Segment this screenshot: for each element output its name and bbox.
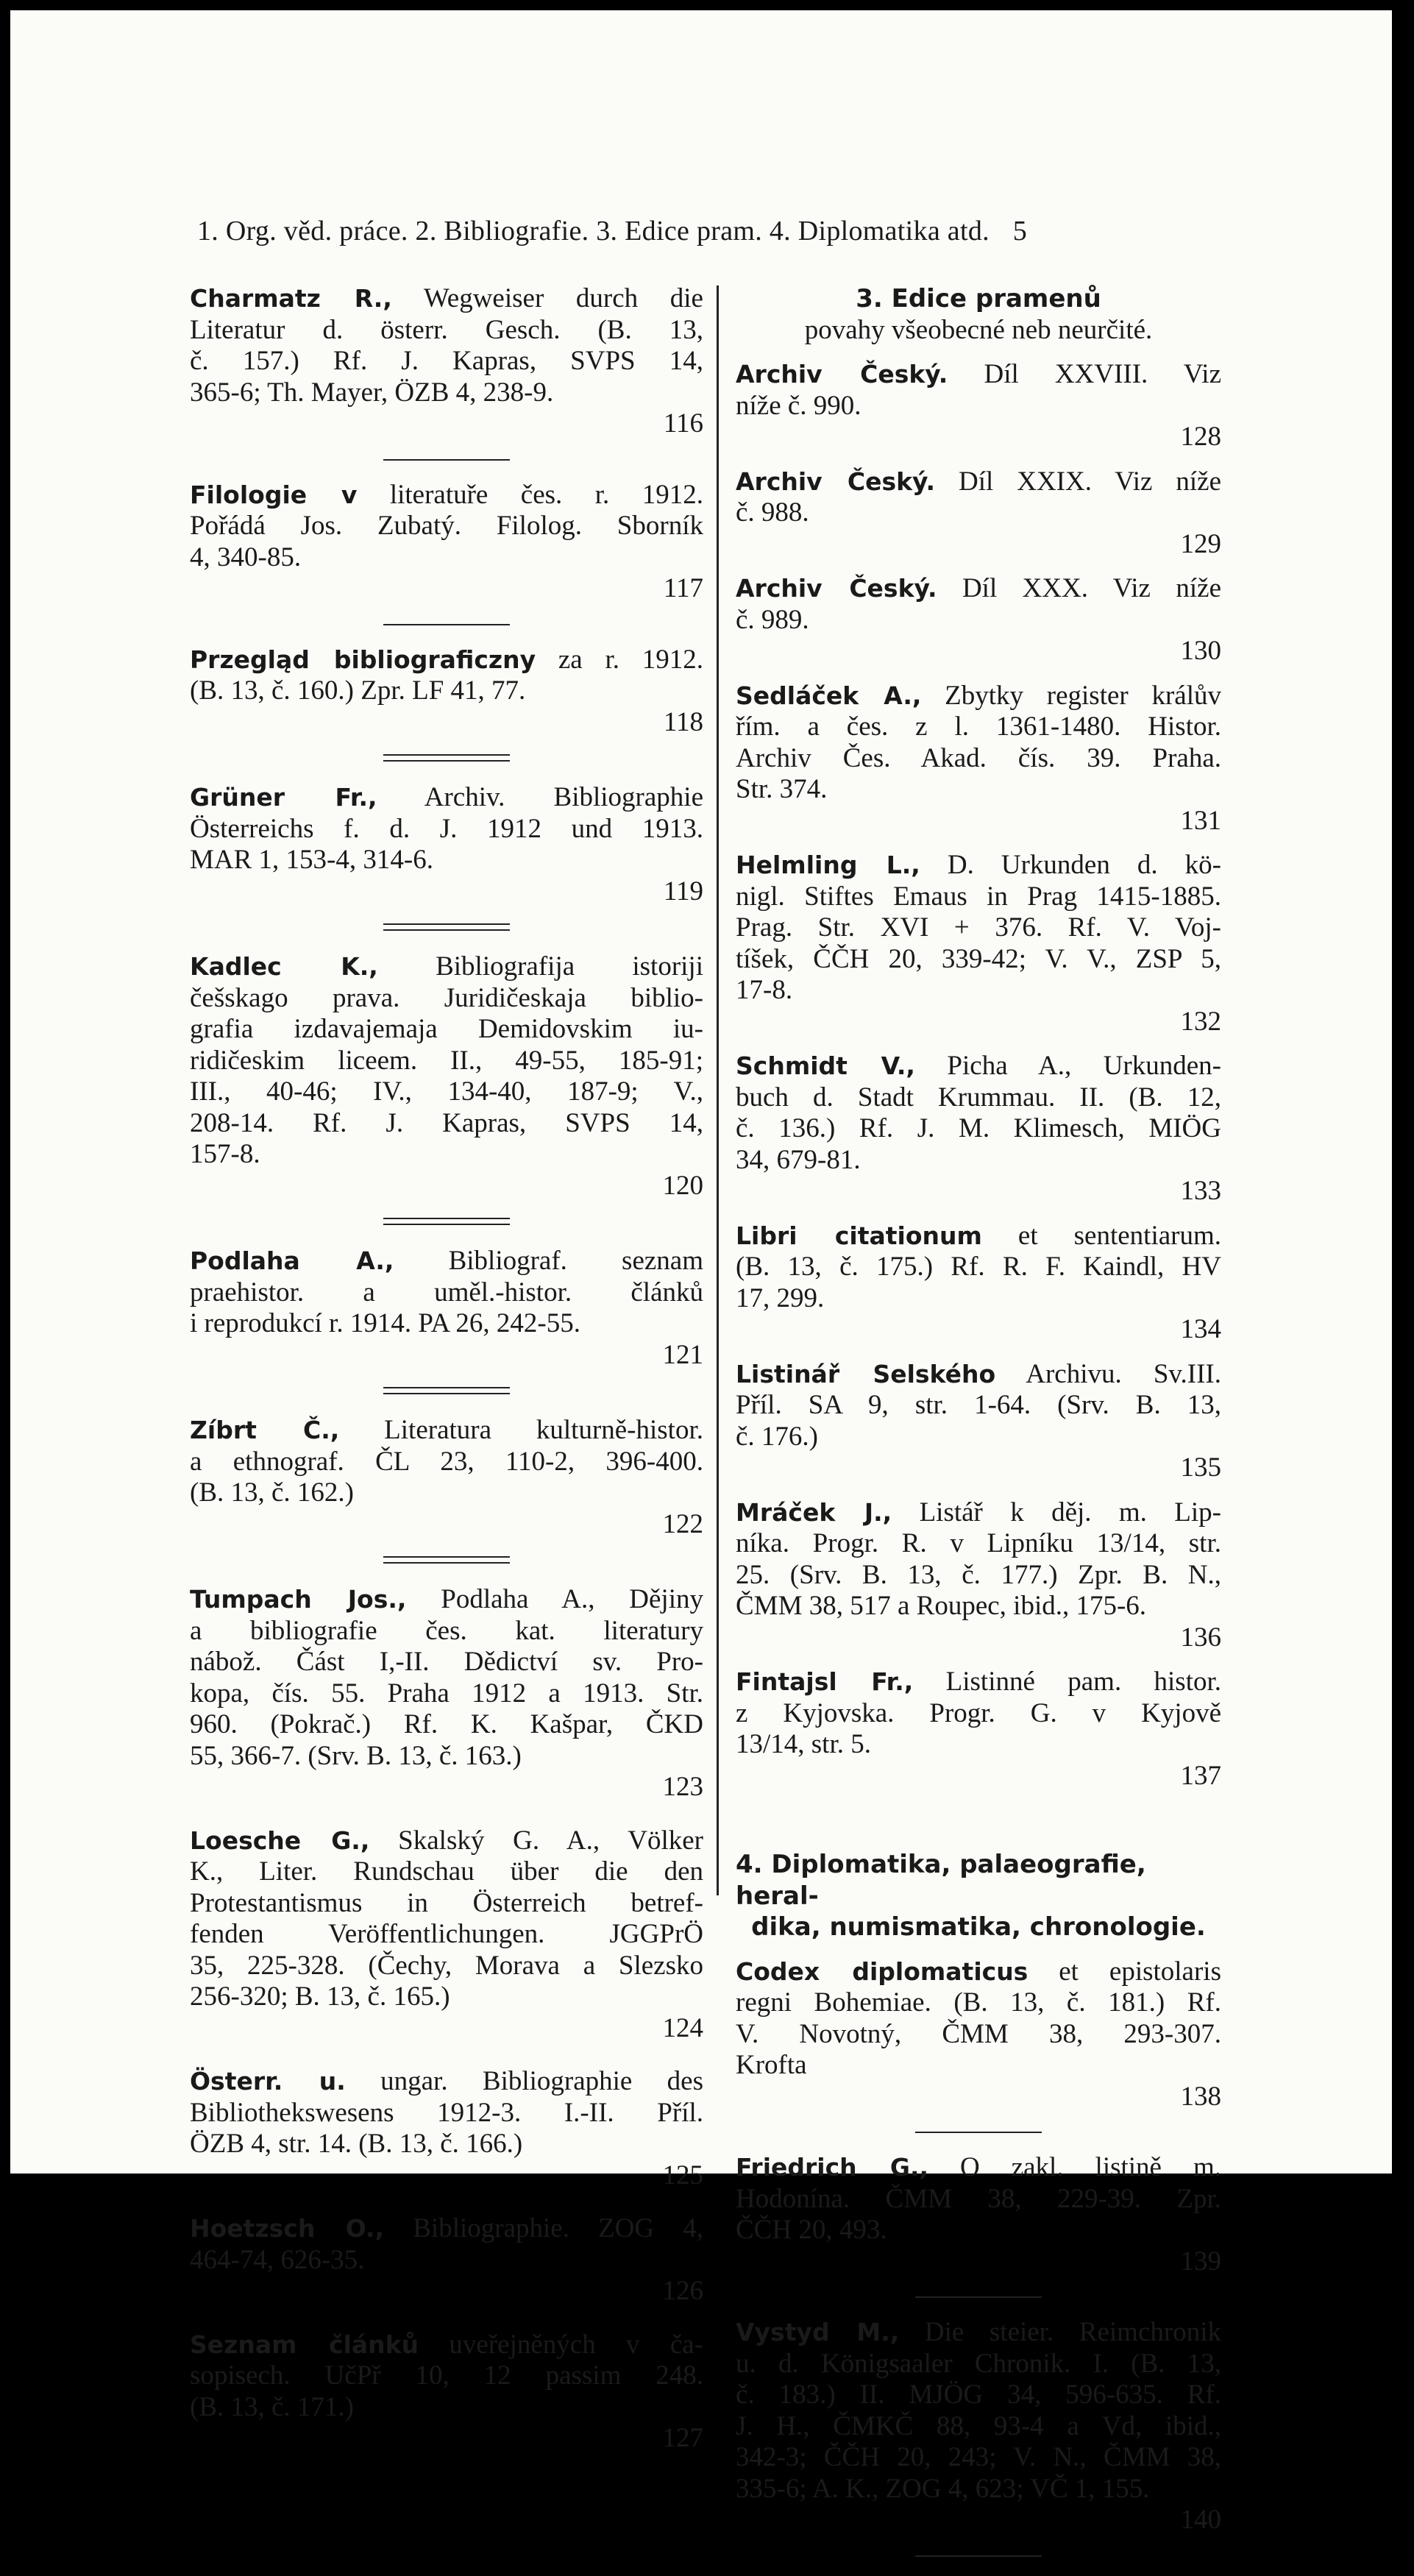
- entry-line: i reprodukcí r. 1914. PA 26, 242-55.: [190, 1308, 581, 1338]
- bibliography-entry: [736, 466, 1221, 561]
- entry-line: Seznam článků uveřejněných v ča-: [190, 2329, 703, 2360]
- entry-line: 13/14, str. 5.: [736, 1729, 871, 1759]
- entry-line: buch d. Stadt Krummau. II. (B. 12,: [736, 1082, 1221, 1113]
- entry-gap: [736, 1484, 1221, 1497]
- entry-line: č. 989.: [736, 604, 809, 635]
- entry-number: 130: [1180, 636, 1221, 666]
- separator-rule: [383, 624, 510, 625]
- entry-number: 122: [662, 1508, 703, 1539]
- entry-number: 140: [1180, 2505, 1221, 2535]
- entry-line: Archiv Český. Díl XXIX. Viz níže: [736, 466, 1221, 497]
- entry-line: češskago prava. Juridičeskaja biblio-: [190, 982, 703, 1013]
- entry-line: Österr. u. ungar. Bibliographie des: [190, 2066, 703, 2096]
- entry-line: Archiv Čes. Akad. čís. 39. Praha.: [736, 742, 1221, 773]
- entry-gap: [736, 453, 1221, 466]
- double-separator-rule: [383, 1387, 510, 1394]
- bibliography-entry: [736, 573, 1221, 667]
- entry-line: Zíbrt Č., Literatura kulturně-histor.: [190, 1415, 703, 1445]
- bibliography-entry: [736, 1667, 1221, 1792]
- entry-line: Friedrich G., O zakl. listině m.: [736, 2152, 1221, 2182]
- double-separator-rule: [383, 923, 510, 931]
- entry-number: 123: [662, 1772, 703, 1802]
- entry-line: Helmling L., D. Urkunden d. kö-: [736, 850, 1221, 880]
- entry-gap: [736, 1346, 1221, 1359]
- entry-gap: [190, 2455, 703, 2477]
- entry-line: 157-8.: [190, 1139, 260, 1169]
- entry-line: ridičeskim liceem. II., 49-55, 185-91;: [190, 1045, 703, 1076]
- entry-line: 208-14. Rf. J. Kapras, SVPS 14,: [190, 1107, 703, 1138]
- entry-line: (B. 13, č. 175.) Rf. R. F. Kaindl, HV: [736, 1252, 1221, 1282]
- entry-line: (B. 13, č. 160.) Zpr. LF 41, 77.: [190, 675, 526, 706]
- entry-number: 131: [1180, 805, 1221, 836]
- entry-line: Kadlec K., Bibliografija istoriji: [190, 951, 703, 982]
- entry-gap: [190, 1803, 703, 1825]
- entry-line: 335-6; A. K., ZOG 4, 623; VČ 1, 155.: [736, 2473, 1150, 2504]
- bibliography-entry: [736, 2152, 1221, 2277]
- running-title: 1. Org. věd. práce. 2. Bibliografie. 3. Edice pram. 4. Diplomatika atd.: [197, 216, 990, 246]
- entry-line: Libri citationum et sententiarum.: [736, 1220, 1221, 1251]
- entry-number: 134: [1180, 1314, 1221, 1344]
- section-3-subtitle: povahy všeobecné neb neurčité.: [804, 314, 1153, 345]
- entry-line: Österreichs f. d. J. 1912 und 1913.: [190, 813, 703, 844]
- entry-line: ČČH 20, 493.: [736, 2215, 887, 2245]
- entry-line: č. 183.) II. MJÖG 34, 596-635. Rf.: [736, 2380, 1221, 2410]
- entry-line: praehistor. a uměl.-histor. článků: [190, 1277, 703, 1307]
- entry-line: a bibliografie čes. kat. literatury: [190, 1615, 703, 1646]
- entry-line: tíšek, ČČH 20, 339-42; V. V., ZSP 5,: [736, 943, 1221, 974]
- bibliography-entry: [190, 645, 703, 739]
- entry-gap: [190, 2191, 703, 2213]
- entry-line: sopisech. UčPř 10, 12 passim 248.: [190, 2360, 703, 2391]
- bibliography-entry: [736, 2317, 1221, 2536]
- entry-number: 120: [662, 1170, 703, 1201]
- bibliography-entry: [190, 2066, 703, 2191]
- bibliography-entry: [190, 480, 703, 605]
- entry-number: 121: [662, 1339, 703, 1370]
- entry-line: grafia izdavajemaja Demidovskim iu-: [190, 1014, 703, 1044]
- entry-gap: [736, 560, 1221, 573]
- entry-number: 138: [1180, 2081, 1221, 2112]
- page-number: 5: [1012, 216, 1028, 246]
- entry-line: a ethnograf. ČL 23, 110-2, 396-400.: [190, 1446, 703, 1477]
- double-separator-rule: [383, 754, 510, 762]
- double-separator-rule: [383, 1218, 510, 1225]
- entry-number: 119: [663, 876, 703, 906]
- entry-line: 34, 679-81.: [736, 1144, 861, 1175]
- bibliography-entry: [190, 1246, 703, 1371]
- entry-line: Codex diplomaticus et epistolaris: [736, 1956, 1221, 1987]
- entry-line: Hodonína. ČMM 38, 229-39. Zpr.: [736, 2183, 1221, 2214]
- entry-line: 365-6; Th. Mayer, ÖZB 4, 238-9.: [190, 377, 554, 408]
- entry-line: Tumpach Jos., Podlaha A., Dějiny: [190, 1584, 703, 1614]
- entry-line: Prag. Str. XVI + 376. Rf. V. Voj-: [736, 912, 1221, 943]
- entry-line: 55, 366-7. (Srv. B. 13, č. 163.): [190, 1740, 522, 1771]
- entry-number: 117: [663, 573, 703, 603]
- entry-line: Krofta: [736, 2050, 807, 2080]
- entry-line: u. d. Königsaaler Chronik. I. (B. 13,: [736, 2348, 1221, 2379]
- entry-line: MAR 1, 153-4, 314-6.: [190, 845, 433, 875]
- entry-line: Pořádá Jos. Zubatý. Filolog. Sborník: [190, 511, 703, 541]
- entry-line: Vystyd M., Die steier. Reimchronik: [736, 2317, 1221, 2347]
- bibliography-entry: [190, 782, 703, 907]
- entry-line: 464-74, 626-35.: [190, 2244, 365, 2275]
- section-4-entries: [736, 1956, 1221, 2557]
- entry-line: řím. a čes. z l. 1361-1480. Histor.: [736, 712, 1221, 742]
- entry-number: 136: [1180, 1622, 1221, 1653]
- entry-number: 129: [1180, 528, 1221, 559]
- separator-rule: [915, 2132, 1042, 2133]
- entry-gap: [736, 1653, 1221, 1667]
- bibliography-entry: [190, 1825, 703, 2045]
- entry-number: 124: [662, 2012, 703, 2043]
- entry-line: kopa, čís. 55. Praha 1912 a 1913. Str.: [190, 1678, 703, 1709]
- entry-line: 35, 225-328. (Čechy, Morava a Slezsko: [190, 1950, 703, 1981]
- bibliography-entry: [736, 1359, 1221, 1484]
- entry-line: Charmatz R., Wegweiser durch die: [190, 283, 703, 313]
- entry-gap: [736, 837, 1221, 850]
- entry-line: 25. (Srv. B. 13, č. 177.) Zpr. B. N.,: [736, 1559, 1221, 1590]
- bibliography-entry: [190, 283, 703, 440]
- entry-line: Podlaha A., Bibliograf. seznam: [190, 1246, 703, 1276]
- entry-line: ČMM 38, 517 a Roupec, ibid., 175-6.: [736, 1591, 1147, 1621]
- entry-line: 960. (Pokrač.) Rf. K. Kašpar, ČKD: [190, 1709, 703, 1739]
- entry-line: č. 176.): [736, 1421, 818, 1452]
- entry-number: 125: [662, 2160, 703, 2190]
- entry-line: 256-320; B. 13, č. 165.): [190, 1981, 450, 2012]
- entry-line: Schmidt V., Picha A., Urkunden-: [736, 1051, 1221, 1081]
- entry-gap: [736, 1207, 1221, 1221]
- entry-line: Listinář Selského Archivu. Sv.III.: [736, 1358, 1221, 1389]
- entry-line: 342-3; ČČH 20, 243; V. N., ČMM 38,: [736, 2442, 1221, 2472]
- entry-number: 127: [662, 2423, 703, 2453]
- entry-line: 4, 340-85.: [190, 542, 302, 572]
- entry-number: 126: [662, 2276, 703, 2306]
- entry-line: 17, 299.: [736, 1282, 825, 1313]
- bibliography-entry: [736, 681, 1221, 837]
- section-3-title: 3. Edice pramenů: [856, 284, 1101, 313]
- entry-line: z Kyjovska. Progr. G. v Kyjově: [736, 1697, 1221, 1728]
- entry-number: 135: [1180, 1452, 1221, 1483]
- entry-line: Protestantismus in Österreich betref-: [190, 1887, 703, 1918]
- entry-line: Przegląd bibliograficzny za r. 1912.: [190, 644, 703, 675]
- left-column: [190, 283, 703, 2477]
- entry-line: Filologie v literatuře čes. r. 1912.: [190, 479, 703, 510]
- bibliography-entry: [736, 359, 1221, 453]
- entry-line: V. Novotný, ČMM 38, 293-307.: [736, 2018, 1221, 2049]
- separator-rule: [915, 2555, 1042, 2557]
- entry-line: III., 40-46; IV., 134-40, 187-9; V.,: [190, 1076, 703, 1107]
- entry-line: č. 136.) Rf. J. M. Klimesch, MIÖG: [736, 1113, 1221, 1143]
- entry-line: (B. 13, č. 171.): [190, 2391, 354, 2422]
- bibliography-entry: [190, 951, 703, 1202]
- entry-number: 116: [663, 408, 703, 439]
- entry-line: regni Bohemiae. (B. 13, č. 181.) Rf.: [736, 1987, 1221, 2018]
- entry-number: 139: [1180, 2246, 1221, 2277]
- entry-line: nábož. Část I,-II. Dědictví sv. Pro-: [190, 1647, 703, 1677]
- entry-line: Příl. SA 9, str. 1-64. (Srv. B. 13,: [736, 1390, 1221, 1420]
- bibliography-entry: [736, 1497, 1221, 1654]
- entry-line: Fintajsl Fr., Listinné pam. histor.: [736, 1667, 1222, 1697]
- right-column: [736, 283, 1221, 2576]
- entry-line: fenden Veröffentlichungen. JGGPrÖ: [190, 1919, 703, 1949]
- separator-rule: [383, 459, 510, 461]
- entry-line: Sedláček A., Zbytky register králův: [736, 680, 1221, 711]
- entry-line: K., Liter. Rundschau über die den: [190, 1856, 703, 1887]
- entry-gap: [190, 2307, 703, 2330]
- entry-line: Mráček J., Listář k děj. m. Lip-: [736, 1497, 1221, 1527]
- entry-line: 17-8.: [736, 975, 793, 1005]
- section-4-title-line-2: dika, numismatika, chronologie.: [751, 1912, 1206, 1942]
- entry-line: Bibliothekswesens 1912-3. I.-II. Příl.: [190, 2097, 703, 2128]
- entry-line: nigl. Stiftes Emaus in Prag 1415-1885.: [736, 881, 1221, 912]
- separator-rule: [915, 2296, 1042, 2298]
- entry-gap: [736, 667, 1221, 681]
- bibliography-entry: [190, 1584, 703, 1803]
- bibliography-entry: [736, 1051, 1221, 1207]
- entry-number: 118: [663, 706, 703, 737]
- entry-line: J. H., ČMKČ 88, 93-4 a Vd, ibid.,: [736, 2410, 1221, 2441]
- column-divider: [717, 285, 719, 1895]
- entry-number: 133: [1180, 1176, 1221, 1206]
- running-header: [197, 215, 1227, 247]
- entry-line: Archiv Český. Díl XXVIII. Viz: [736, 359, 1222, 389]
- entry-line: Loesche G., Skalský G. A., Völker: [190, 1825, 704, 1856]
- double-separator-rule: [383, 1556, 510, 1564]
- entry-number: 128: [1180, 422, 1221, 452]
- entry-number: 132: [1180, 1006, 1221, 1037]
- entry-line: Hoetzsch O., Bibliographie. ZOG 4,: [190, 2213, 703, 2243]
- section-4-title-line-1: 4. Diplomatika, palaeografie, heral-: [736, 1850, 1146, 1911]
- entry-line: Literatur d. österr. Gesch. (B. 13,: [190, 314, 703, 345]
- bibliography-entry: [736, 1221, 1221, 1346]
- entry-line: níže č. 990.: [736, 390, 861, 421]
- entry-line: Str. 374.: [736, 774, 828, 804]
- bibliography-entry: [190, 2213, 703, 2307]
- entry-line: č. 157.) Rf. J. Kapras, SVPS 14,: [190, 346, 703, 376]
- entry-gap: [736, 1037, 1221, 1051]
- entry-line: (B. 13, č. 162.): [190, 1477, 354, 1508]
- entry-line: ÖZB 4, str. 14. (B. 13, č. 166.): [190, 2129, 523, 2159]
- bibliography-entry: [736, 1956, 1221, 2113]
- bibliography-entry: [190, 2330, 703, 2455]
- entry-line: Grüner Fr., Archiv. Bibliographie: [190, 782, 703, 812]
- bibliography-entry: [190, 1415, 703, 1540]
- entry-gap: [736, 1792, 1221, 1805]
- section-3-entries: [736, 359, 1221, 1805]
- bibliography-entry: [736, 850, 1221, 1037]
- entry-line: níka. Progr. R. v Lipníku 13/14, str.: [736, 1528, 1221, 1558]
- entry-line: č. 988.: [736, 497, 809, 528]
- entry-gap: [190, 2044, 703, 2066]
- entry-number: 137: [1180, 1760, 1221, 1791]
- entry-line: Archiv Český. Díl XXX. Viz níže: [736, 573, 1221, 603]
